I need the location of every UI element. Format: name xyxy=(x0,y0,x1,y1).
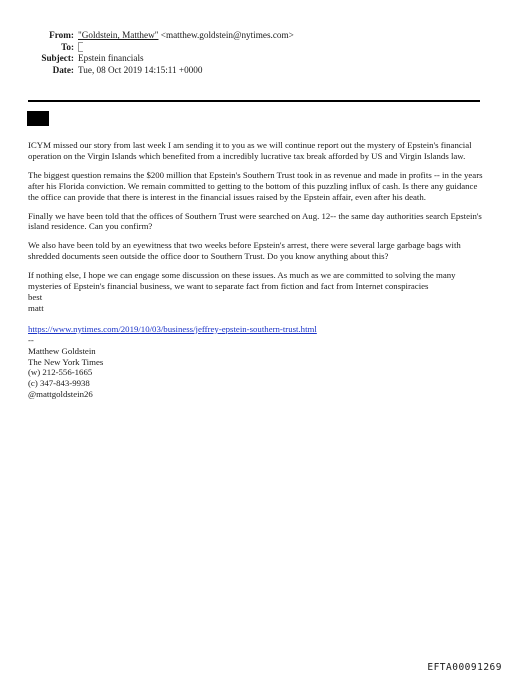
to-label: To: xyxy=(61,41,74,52)
signature-cell-phone: (c) 347-843-9938 xyxy=(28,378,90,389)
to-redaction-mark xyxy=(78,42,83,52)
from-label: From: xyxy=(49,30,74,40)
body-paragraph-3: Finally we have been told that the offices of Southern Trust were searched on Aug. 12-- the same day authorities search Epstein's island residence. Can you confirm? xyxy=(28,210,482,232)
body-paragraph-4: We also have been told by an eyewitness that two weeks before Epstein's arrest, there were several large garbage bags with shredded documents seen outside the office door to Southern Trust. Do you know anything about this? xyxy=(28,240,461,262)
header-divider xyxy=(28,100,480,102)
from-name: "Goldstein, Matthew" xyxy=(78,30,159,40)
signature-org: The New York Times xyxy=(28,356,104,367)
from-value xyxy=(78,30,294,42)
closing-best: best xyxy=(28,291,43,302)
body-paragraph-5: If nothing else, I hope we can engage some discussion on these issues. As much as we are committed to solving the many mysteries of Epstein's financial business, we want to separate fact from fiction and fact from Internet conspiracies xyxy=(28,270,456,292)
signature-work-phone: (w) 212-556-1665 xyxy=(28,367,93,378)
signature-handle: @mattgoldstein26 xyxy=(28,389,93,400)
closing-name: matt xyxy=(28,302,44,313)
article-link[interactable]: https://www.nytimes.com/2019/10/03/business/jeffrey-epstein-southern-trust.html xyxy=(28,323,317,334)
to-row xyxy=(0,42,512,54)
signature-dashes: -- xyxy=(28,334,34,345)
signature-name: Matthew Goldstein xyxy=(28,345,96,356)
date-label: Date: xyxy=(52,64,74,75)
subject-value: Epstein financials xyxy=(78,53,144,64)
body-paragraph-1: ICYM missed our story from last week I am sending it to you as we will continue report out the mystery of Epstein's financial operation on the Virgin Islands which benefited from a incredibly lucrative tax break afforded by US and Virgin Islands law. xyxy=(28,140,472,161)
subject-label: Subject: xyxy=(41,53,74,64)
date-value: Tue, 08 Oct 2019 14:15:11 +0000 xyxy=(78,64,203,75)
body-paragraph-2: The biggest question remains the $200 million that Epstein's Southern Trust took in as revenue and made in profits -- in the years after his Florida conviction. We remain committed to getting to the bottom of this puzzling influx of cash. Is there any guidance the office can provide that there is interest in the financial issues raised by the Epstein affair, even after his death. xyxy=(28,169,483,202)
from-row xyxy=(0,30,512,42)
document-id: EFTA00091269 xyxy=(427,662,502,673)
email-header xyxy=(0,30,512,76)
date-row xyxy=(0,65,512,77)
subject-row xyxy=(0,53,512,65)
redaction-block xyxy=(27,111,49,126)
email-body xyxy=(28,140,490,400)
from-email: <matthew.goldstein@nytimes.com> xyxy=(160,30,294,40)
